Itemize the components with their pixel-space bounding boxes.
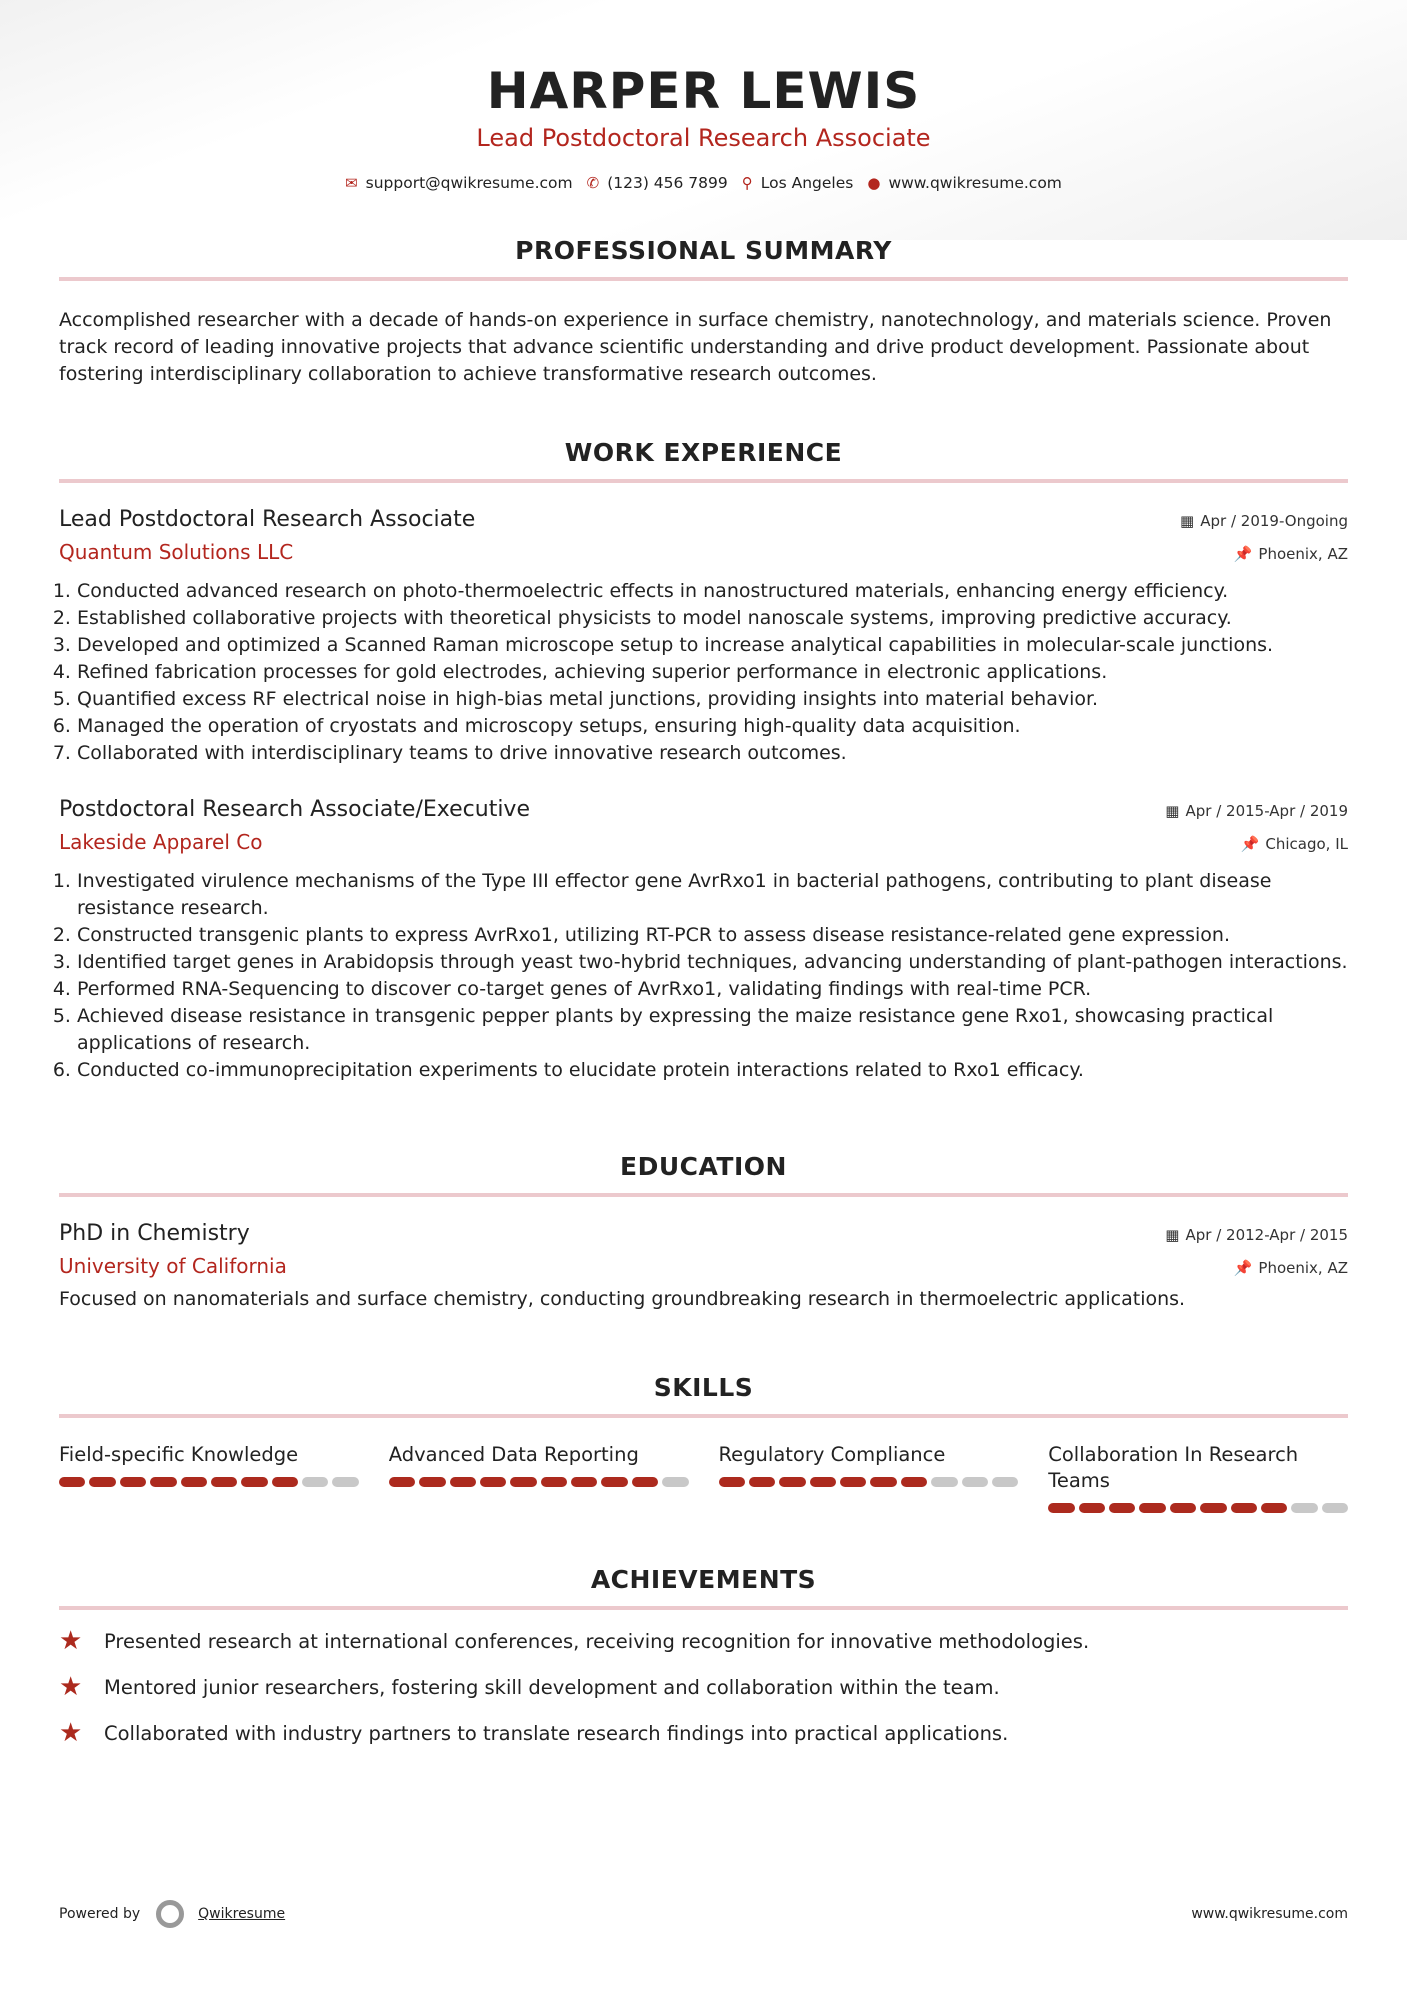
job-entry [59,507,1348,767]
job-location: 📌 Phoenix, AZ [1233,545,1348,563]
contact-email[interactable]: ✉ support@qwikresume.com [345,174,573,192]
skill-level-bar [719,1477,1019,1487]
skill-level-segment [272,1477,298,1487]
envelope-icon: ✉ [345,174,358,192]
list-item: 3. Developed and optimized a Scanned Raman microscope setup to increase analytical capabilities in molecular-scale junctions. [77,632,1348,659]
skill-item [1048,1442,1348,1513]
skill-level-segment [89,1477,115,1487]
education-heading: EDUCATION [59,1152,1348,1197]
job-dates: ▦ Apr / 2019-Ongoing [1180,512,1348,530]
pin-icon: 📌 [1233,1259,1253,1277]
education-entry [59,1221,1348,1313]
skill-level-segment [389,1477,415,1487]
skill-name: Collaboration In Research Teams [1048,1443,1299,1492]
skill-level-segment [510,1477,536,1487]
job-dates: ▦ Apr / 2015-Apr / 2019 [1165,802,1348,820]
globe-icon: ● [867,174,881,192]
skill-level-segment [931,1477,957,1487]
skill-level-segment [662,1477,688,1487]
skill-level-segment [901,1477,927,1487]
list-item: 1. Investigated virulence mechanisms of the Type III effector gene AvrRxo1 in bacterial pathogens, contributing to plant disease resistance research. [77,868,1348,922]
calendar-icon: ▦ [1165,1226,1180,1244]
skill-level-segment [840,1477,866,1487]
skill-level-segment [150,1477,176,1487]
achievements-heading: ACHIEVEMENTS [59,1565,1348,1610]
skill-level-segment [779,1477,805,1487]
skill-level-segment [419,1477,445,1487]
skill-level-segment [571,1477,597,1487]
footer [59,1900,1348,1928]
skill-name: Field-specific Knowledge [59,1443,299,1466]
powered-by: Powered by Qwikresume [59,1900,285,1928]
list-item: 6. Managed the operation of cryostats and microscopy setups, ensuring high-quality data acquisition. [77,713,1348,740]
skills-list [59,1442,1348,1513]
calendar-icon: ▦ [1165,802,1180,820]
phone-icon: ✆ [586,174,600,192]
skill-level-segment [1139,1503,1165,1513]
skill-level-bar [59,1477,359,1487]
skill-level-segment [1170,1503,1196,1513]
skill-level-segment [749,1477,775,1487]
achievement-item: ★ Presented research at international conferences, receiving recognition for innovative methodologies. [59,1626,1090,1656]
job-entry [59,797,1348,1084]
skill-level-segment [120,1477,146,1487]
company-name: Lakeside Apparel Co [59,830,263,854]
star-icon: ★ [59,1626,83,1656]
school-name: University of California [59,1254,287,1278]
list-item: 5. Quantified excess RF electrical noise in high-bias metal junctions, providing insights into material behavior. [77,686,1348,713]
achievements-list [59,1626,1348,1748]
summary-text: Accomplished researcher with a decade of hands-on experience in surface chemistry, nanotechnology, and materials science. Proven track record of leading innovative projects that advance scientific understanding and drive product development. Passionate about fostering interdisciplinary collaboration to achieve transformative research outcomes. [59,309,1332,385]
skill-level-segment [992,1477,1018,1487]
education-dates: ▦ Apr / 2012-Apr / 2015 [1165,1226,1348,1244]
skill-item [59,1442,359,1513]
footer-url[interactable]: www.qwikresume.com [1191,1906,1348,1922]
education-location: 📌 Phoenix, AZ [1233,1259,1348,1277]
skill-level-segment [1048,1503,1074,1513]
experience-heading: WORK EXPERIENCE [59,438,1348,483]
list-item: 5. Achieved disease resistance in transgenic pepper plants by expressing the maize resistance gene Rxo1, showcasing practical applications of research. [77,1003,1348,1057]
skill-level-bar [1048,1503,1348,1513]
job-bullets [59,868,1348,1084]
skill-level-segment [59,1477,85,1487]
achievement-item: ★ Collaborated with industry partners to translate research findings into practical applications. [59,1718,1009,1748]
skill-level-segment [1322,1503,1348,1513]
skill-level-bar [389,1477,689,1487]
skill-level-segment [1200,1503,1226,1513]
contact-phone[interactable]: ✆ (123) 456 7899 [586,174,728,192]
contact-bar [59,174,1348,192]
map-pin-icon: ⚲ [741,174,753,192]
skill-level-segment [810,1477,836,1487]
job-location: 📌 Chicago, IL [1240,835,1348,853]
job-bullets [59,578,1348,767]
list-item: 6. Conducted co-immunoprecipitation experiments to elucidate protein interactions related to Rxo1 efficacy. [77,1057,1348,1084]
skill-level-segment [719,1477,745,1487]
skill-level-segment [332,1477,358,1487]
achievement-item: ★ Mentored junior researchers, fostering skill development and collaboration within the team. [59,1672,1000,1702]
skill-item [389,1442,689,1513]
job-title: Postdoctoral Research Associate/Executive [59,797,530,822]
skill-level-segment [181,1477,207,1487]
skill-level-segment [480,1477,506,1487]
skill-level-segment [962,1477,988,1487]
skill-level-segment [1291,1503,1317,1513]
skill-item [719,1442,1019,1513]
company-name: Quantum Solutions LLC [59,540,294,564]
skills-heading: SKILLS [59,1373,1348,1418]
list-item: 2. Constructed transgenic plants to express AvrRxo1, utilizing RT-PCR to assess disease resistance-related gene expression. [77,922,1348,949]
brand-link[interactable]: Qwikresume [198,1906,286,1922]
candidate-title: Lead Postdoctoral Research Associate [476,124,931,152]
list-item: 4. Performed RNA-Sequencing to discover co-target genes of AvrRxo1, validating findings with real-time PCR. [77,976,1348,1003]
skill-level-segment [211,1477,237,1487]
star-icon: ★ [59,1672,83,1702]
pin-icon: 📌 [1233,545,1253,563]
skill-name: Regulatory Compliance [718,1443,946,1466]
skill-level-segment [601,1477,627,1487]
skill-level-segment [450,1477,476,1487]
degree: PhD in Chemistry [59,1221,250,1246]
skill-level-segment [1231,1503,1257,1513]
contact-location: ⚲ Los Angeles [741,174,854,192]
star-icon: ★ [59,1718,83,1748]
skill-level-segment [870,1477,896,1487]
list-item: 7. Collaborated with interdisciplinary teams to drive innovative research outcomes. [77,740,1348,767]
list-item: 2. Established collaborative projects with theoretical physicists to model nanoscale systems, improving predictive accuracy. [77,605,1348,632]
pin-icon: 📌 [1240,835,1260,853]
skill-level-segment [302,1477,328,1487]
qwikresume-logo-icon [156,1900,184,1928]
list-item: 1. Conducted advanced research on photo-thermoelectric effects in nanostructured materials, enhancing energy efficiency. [77,578,1348,605]
candidate-name: HARPER LEWIS [486,62,921,120]
list-item: 4. Refined fabrication processes for gold electrodes, achieving superior performance in electronic applications. [77,659,1348,686]
skill-level-segment [632,1477,658,1487]
calendar-icon: ▦ [1180,512,1195,530]
list-item: 3. Identified target genes in Arabidopsis through yeast two-hybrid techniques, advancing understanding of plant-pathogen interactions. [77,949,1348,976]
education-description: Focused on nanomaterials and surface chemistry, conducting groundbreaking research in thermoelectric applications. [59,1288,1186,1310]
skill-level-segment [1261,1503,1287,1513]
skill-level-segment [241,1477,267,1487]
summary-heading: PROFESSIONAL SUMMARY [59,236,1348,281]
skill-level-segment [541,1477,567,1487]
job-title: Lead Postdoctoral Research Associate [59,507,476,532]
skill-name: Advanced Data Reporting [388,1443,639,1466]
contact-website[interactable]: ● www.qwikresume.com [867,174,1062,192]
skill-level-segment [1079,1503,1105,1513]
skill-level-segment [1109,1503,1135,1513]
